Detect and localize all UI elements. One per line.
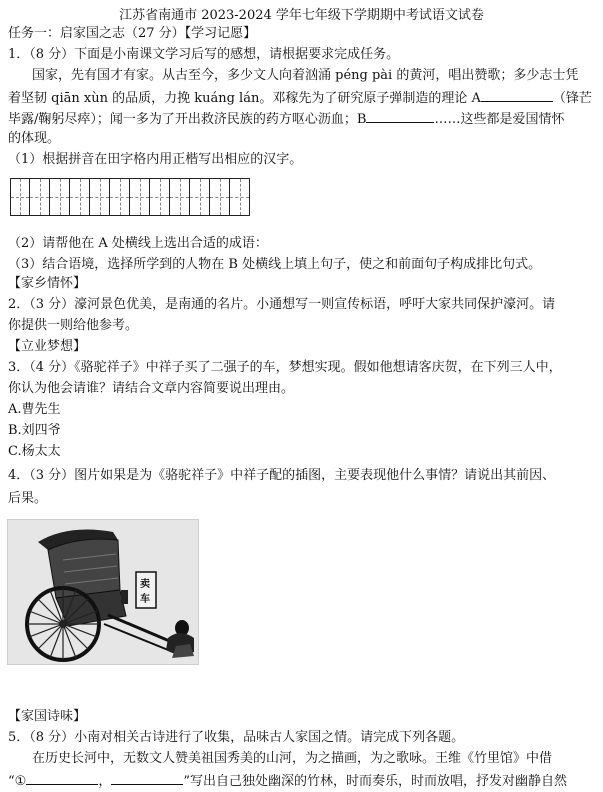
tianzige-grid[interactable] <box>10 178 250 216</box>
q1-passage-line3-tail: ……这些都是爱国情怀 <box>434 112 565 127</box>
sign-char-1: 卖 <box>140 579 150 590</box>
blank-b[interactable] <box>366 108 434 123</box>
blank-a[interactable] <box>481 87 553 102</box>
q3-line1: 3．（4 分）《骆驼祥子》中祥子买了二强子的车，梦想实现。假如他想请客庆贺，在下列三人中， <box>8 360 562 375</box>
grid-cell[interactable] <box>210 178 230 216</box>
grid-cell[interactable] <box>30 178 50 216</box>
task1-heading: 任务一：启家国之志（27 分）【学习记愿】 <box>8 26 257 41</box>
q1-sub2: （2）请帮他在 A 处横线上选出合适的成语： <box>8 236 268 251</box>
q5-line3-open: “① <box>8 774 27 789</box>
q4-line1: 4．（3 分）图片如果是为《骆驼祥子》中祥子配的插图，主要表现他什么事情？请说出其前因、 <box>8 468 556 483</box>
q5-line3 <box>8 770 597 792</box>
section-dream: 【立业梦想】 <box>8 339 87 354</box>
grid-cell[interactable] <box>230 178 250 216</box>
q4-line2: 后果。 <box>8 491 48 506</box>
grid-cell[interactable] <box>90 178 110 216</box>
grid-cell[interactable] <box>70 178 90 216</box>
q5-line3-comma: ， <box>98 774 112 789</box>
exam-title: 江苏省南通市 2023-2024 学年七年级下学期期中考试语文试卷 <box>119 8 484 23</box>
q1-sub3: （3）结合语境，选择所学到的人物在 B 处横线上填上句子，使之和前面句子构成排比句式。 <box>8 257 542 272</box>
q5-line2: 在历史长河中，无数文人赞美祖国秀美的山河，为之描画，为之歌咏。王维《竹里馆》中借 <box>32 751 553 766</box>
q3-option-a: A.曹先生 <box>8 402 61 417</box>
q2-line2: 你提供一则给他参考。 <box>8 318 139 333</box>
q1-passage-line1: 国家，先有国才有家。从古至今，多少文人向着汹涌 péng pài 的黄河，唱出赞歌；多少志士凭 <box>32 68 579 83</box>
q1-prompt: 1．（8 分）下面是小南课文学习后写的感想，请根据要求完成任务。 <box>8 47 400 62</box>
q5-line3-tail: ”写出自己独处幽深的竹林，时而奏乐，时而放唱，抒发对幽静自然 <box>183 774 567 789</box>
rickshaw-illustration <box>7 519 199 665</box>
blank-poem-2[interactable] <box>111 770 183 785</box>
q1-sub1: （1）根据拼音在田字格内用正楷写出相应的汉字。 <box>8 152 303 167</box>
q1-passage-line2-options: （锋芒 <box>552 91 592 106</box>
grid-cell[interactable] <box>170 178 190 216</box>
section-poetry: 【家国诗味】 <box>8 709 87 724</box>
q3-option-c: C.杨太太 <box>8 444 61 459</box>
blank-poem-1[interactable] <box>26 770 98 785</box>
grid-cell[interactable] <box>150 178 170 216</box>
q3-option-b: B.刘四爷 <box>8 423 61 438</box>
grid-cell[interactable] <box>50 178 70 216</box>
grid-cell[interactable] <box>130 178 150 216</box>
q1-passage-line3 <box>8 108 597 130</box>
q1-passage-line2-text: 着坚韧 qiān xùn 的品质，力挽 kuáng lán。邓稼先为了研究原子弹制造的理论 A <box>8 91 481 106</box>
q1-passage-line4: 的体现。 <box>8 131 61 146</box>
section-hometown: 【家乡情怀】 <box>8 276 87 291</box>
q5-line1: 5．（8 分）小南对相关古诗进行了收集，品味古人家国之情。请完成下列各题。 <box>8 730 465 745</box>
grid-cell[interactable] <box>110 178 130 216</box>
grid-cell[interactable] <box>10 178 30 216</box>
rickshaw-drawing <box>8 520 198 664</box>
grid-cell[interactable] <box>190 178 210 216</box>
q3-line2: 你认为他会请谁？请结合文章内容简要说出理由。 <box>8 381 295 396</box>
q1-passage-line3-text: 毕露/鞠躬尽瘁）；闻一多为了开出救济民族的药方呕心沥血；B <box>8 112 367 127</box>
q1-passage-line2 <box>8 87 597 109</box>
q2-line1: 2．（3 分）濠河景色优美，是南通的名片。小通想写一则宣传标语，呼吁大家共同保护濠河。请 <box>8 297 556 312</box>
sign-char-2: 车 <box>140 594 150 605</box>
